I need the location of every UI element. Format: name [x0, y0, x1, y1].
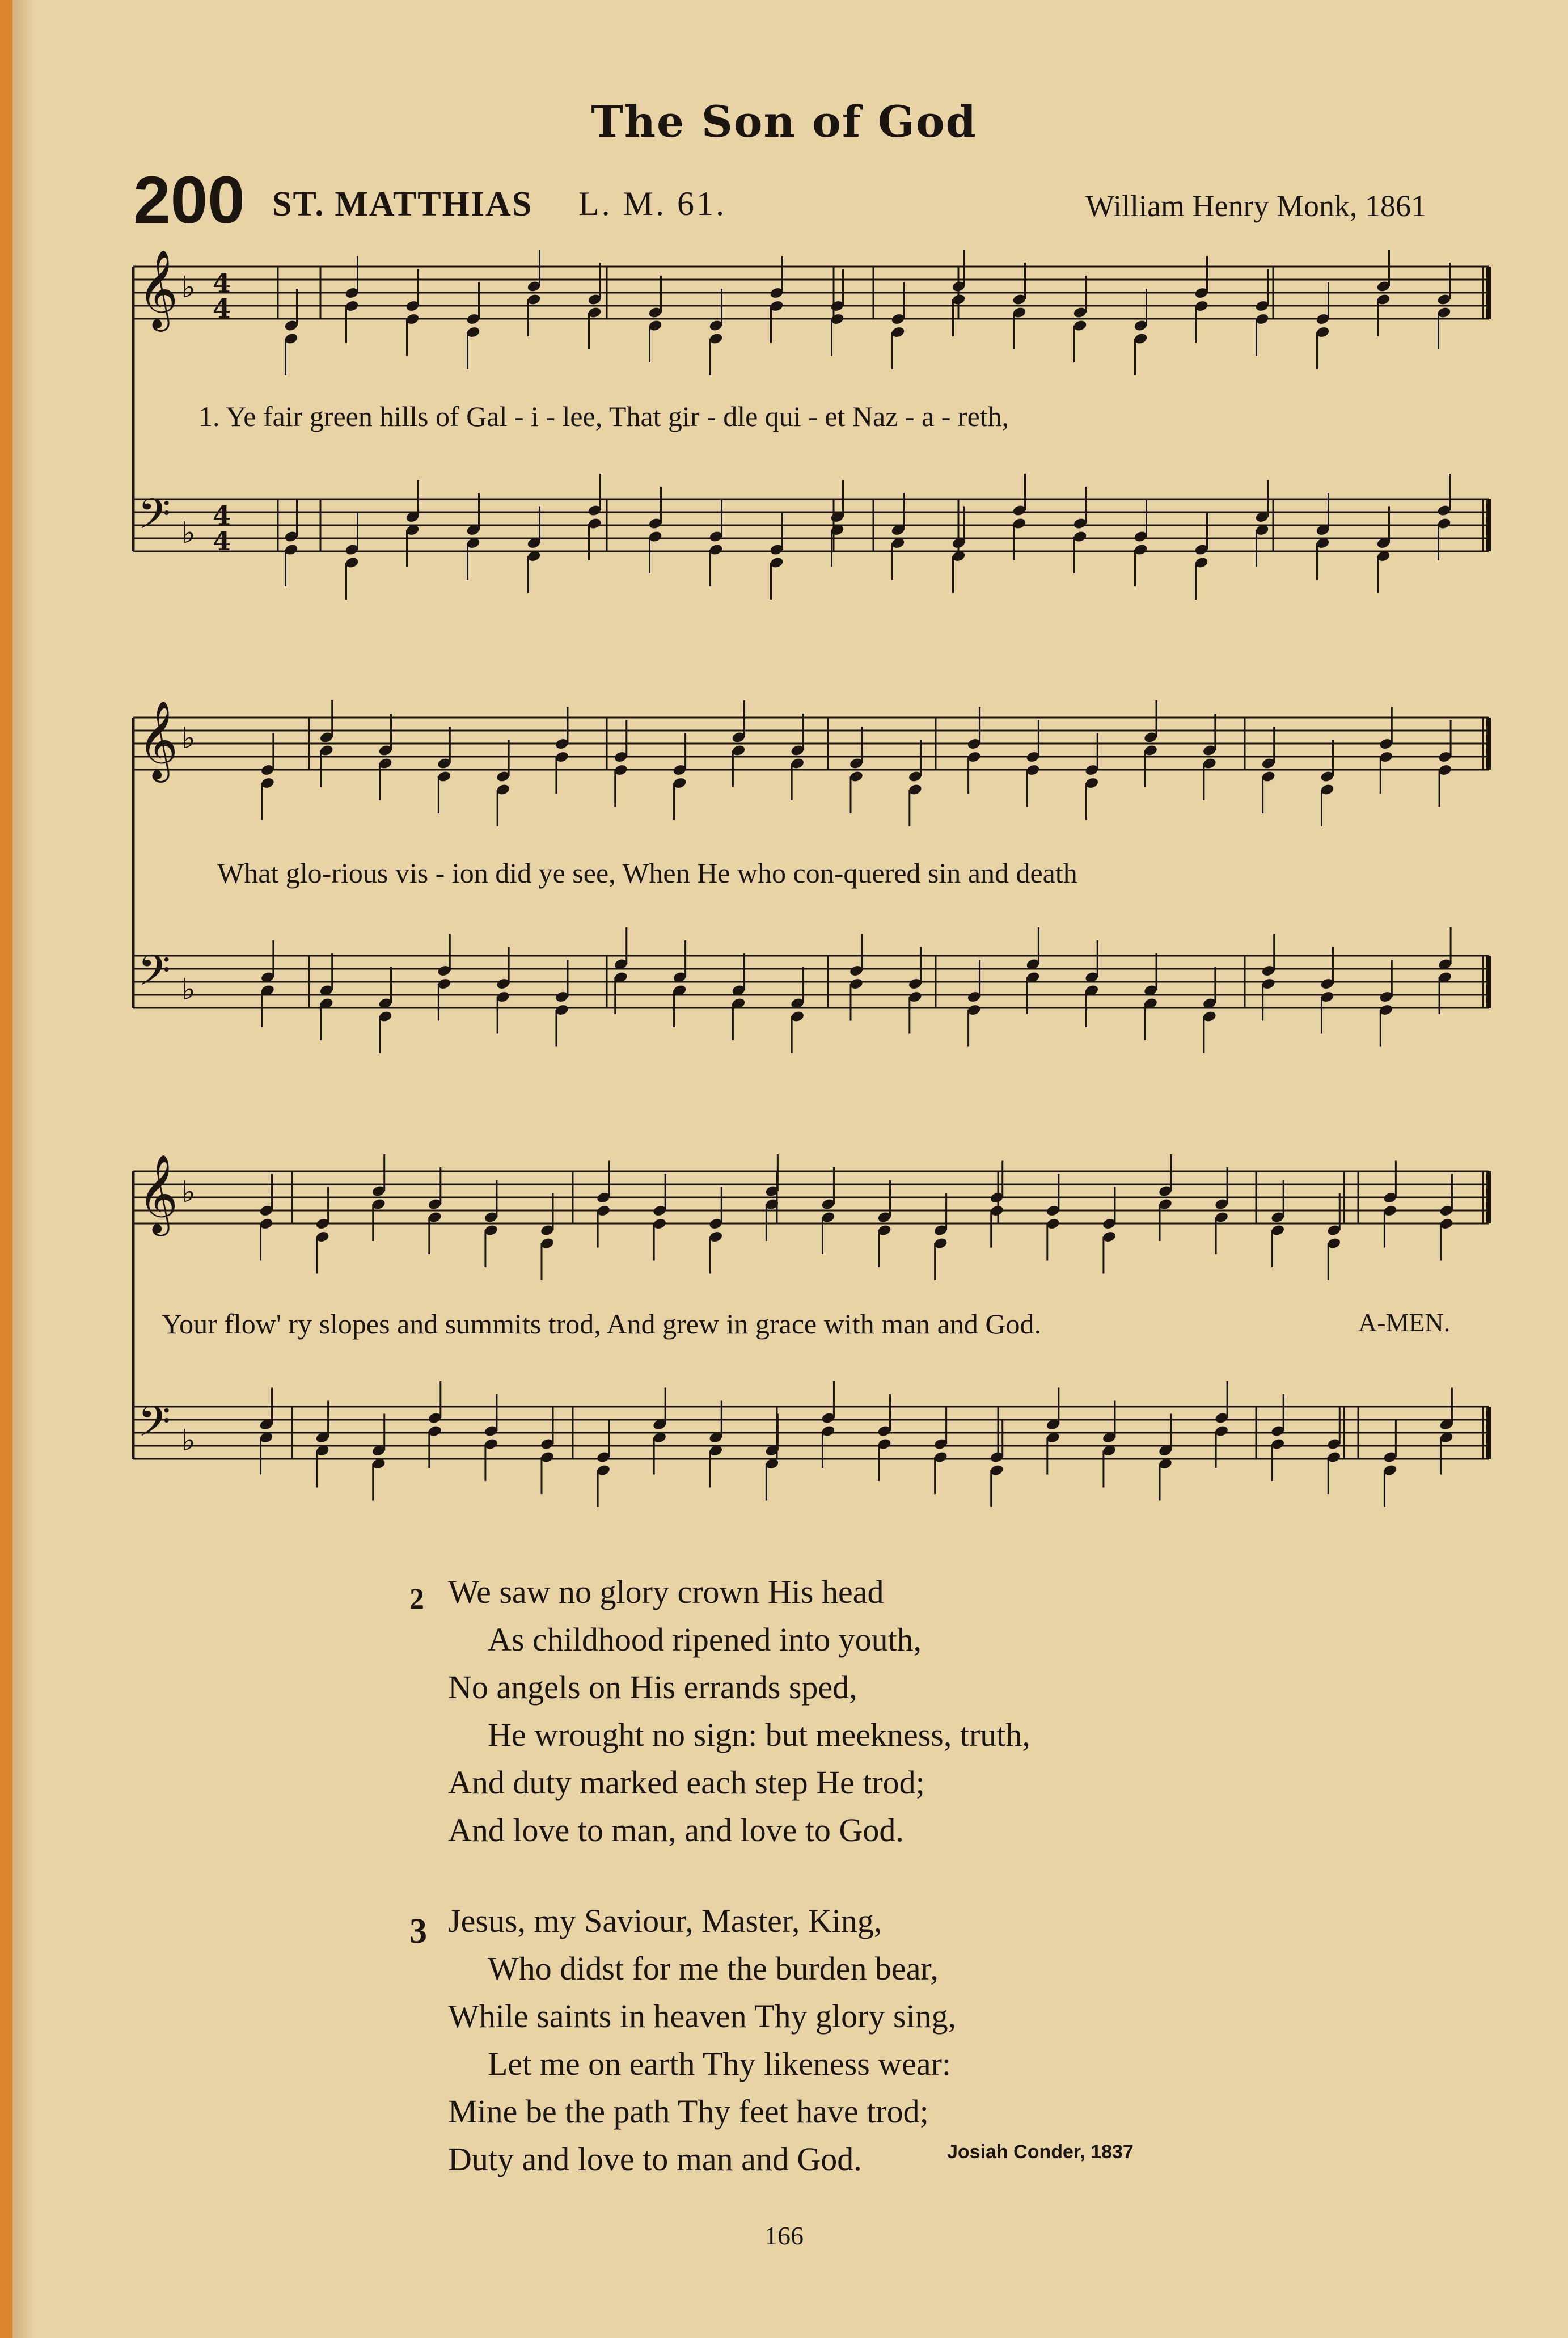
amen-lyric: A-MEN. — [1358, 1308, 1451, 1337]
stanza-line: He wrought no sign: but meekness, truth, — [488, 1716, 1030, 1753]
meter: L. M. 61. — [578, 185, 726, 222]
time-signature: 4 — [213, 526, 231, 556]
stanza-line: And duty marked each step He trod; — [448, 1764, 925, 1801]
flat-key-signature: ♭ — [181, 721, 196, 756]
stanza-2 — [448, 1568, 1030, 1854]
hymn-number: 200 — [133, 163, 245, 238]
lyric-line-1: 1. Ye fair green hills of Gal - i - lee, That gir - dle qui - et Naz - a - reth, — [198, 400, 1009, 432]
stanza-line: Let me on earth Thy likeness wear: — [488, 2045, 952, 2082]
tune-name: ST. MATTHIAS — [272, 185, 533, 223]
stanza-line: No angels on His errands sped, — [448, 1669, 857, 1706]
treble-clef: 𝄞 — [138, 1154, 178, 1233]
bass-clef: 𝄢 — [138, 1397, 171, 1457]
page-number: 166 — [764, 2221, 804, 2250]
flat-key-signature: ♭ — [181, 516, 196, 550]
stanza-line: While saints in heaven Thy glory sing, — [448, 1998, 957, 2035]
composer-credit: William Henry Monk, 1861 — [1085, 189, 1426, 223]
stanza-line: Mine be the path Thy feet have trod; — [448, 2093, 929, 2130]
lyric-line-3: Your flow' ry slopes and summits trod, And grew in grace with man and God. — [162, 1308, 1041, 1340]
time-signature: 4 — [213, 268, 231, 298]
stanza-line: As childhood ripened into youth, — [488, 1621, 922, 1658]
stanza-line: Duty and love to man and God. — [448, 2141, 862, 2177]
time-signature: 4 — [213, 293, 231, 324]
section-title: The Son of God — [591, 96, 977, 147]
stanza-number-3: 3 — [409, 1912, 427, 1951]
bass-clef: 𝄢 — [138, 946, 171, 1006]
treble-clef: 𝄞 — [138, 700, 178, 779]
flat-key-signature: ♭ — [181, 1424, 196, 1458]
treble-clef: 𝄞 — [138, 250, 178, 328]
stanza-number-2: 2 — [409, 1583, 424, 1615]
time-signature: 4 — [213, 500, 231, 531]
author-credit: Josiah Conder, 1837 — [947, 2141, 1134, 2163]
flat-key-signature: ♭ — [181, 973, 196, 1007]
stanza-line: And love to man, and love to God. — [448, 1812, 904, 1849]
flat-key-signature: ♭ — [181, 271, 196, 305]
stanza-3 — [448, 1897, 956, 2183]
flat-key-signature: ♭ — [181, 1175, 196, 1209]
stanza-line: We saw no glory crown His head — [448, 1573, 884, 1610]
bass-clef: 𝄢 — [138, 489, 171, 549]
lyric-line-2: What glo-rious vis - ion did ye see, When He who con-quered sin and death — [217, 857, 1077, 889]
stanza-line: Who didst for me the burden bear, — [488, 1950, 939, 1987]
stanza-line: Jesus, my Saviour, Master, King, — [448, 1902, 882, 1939]
